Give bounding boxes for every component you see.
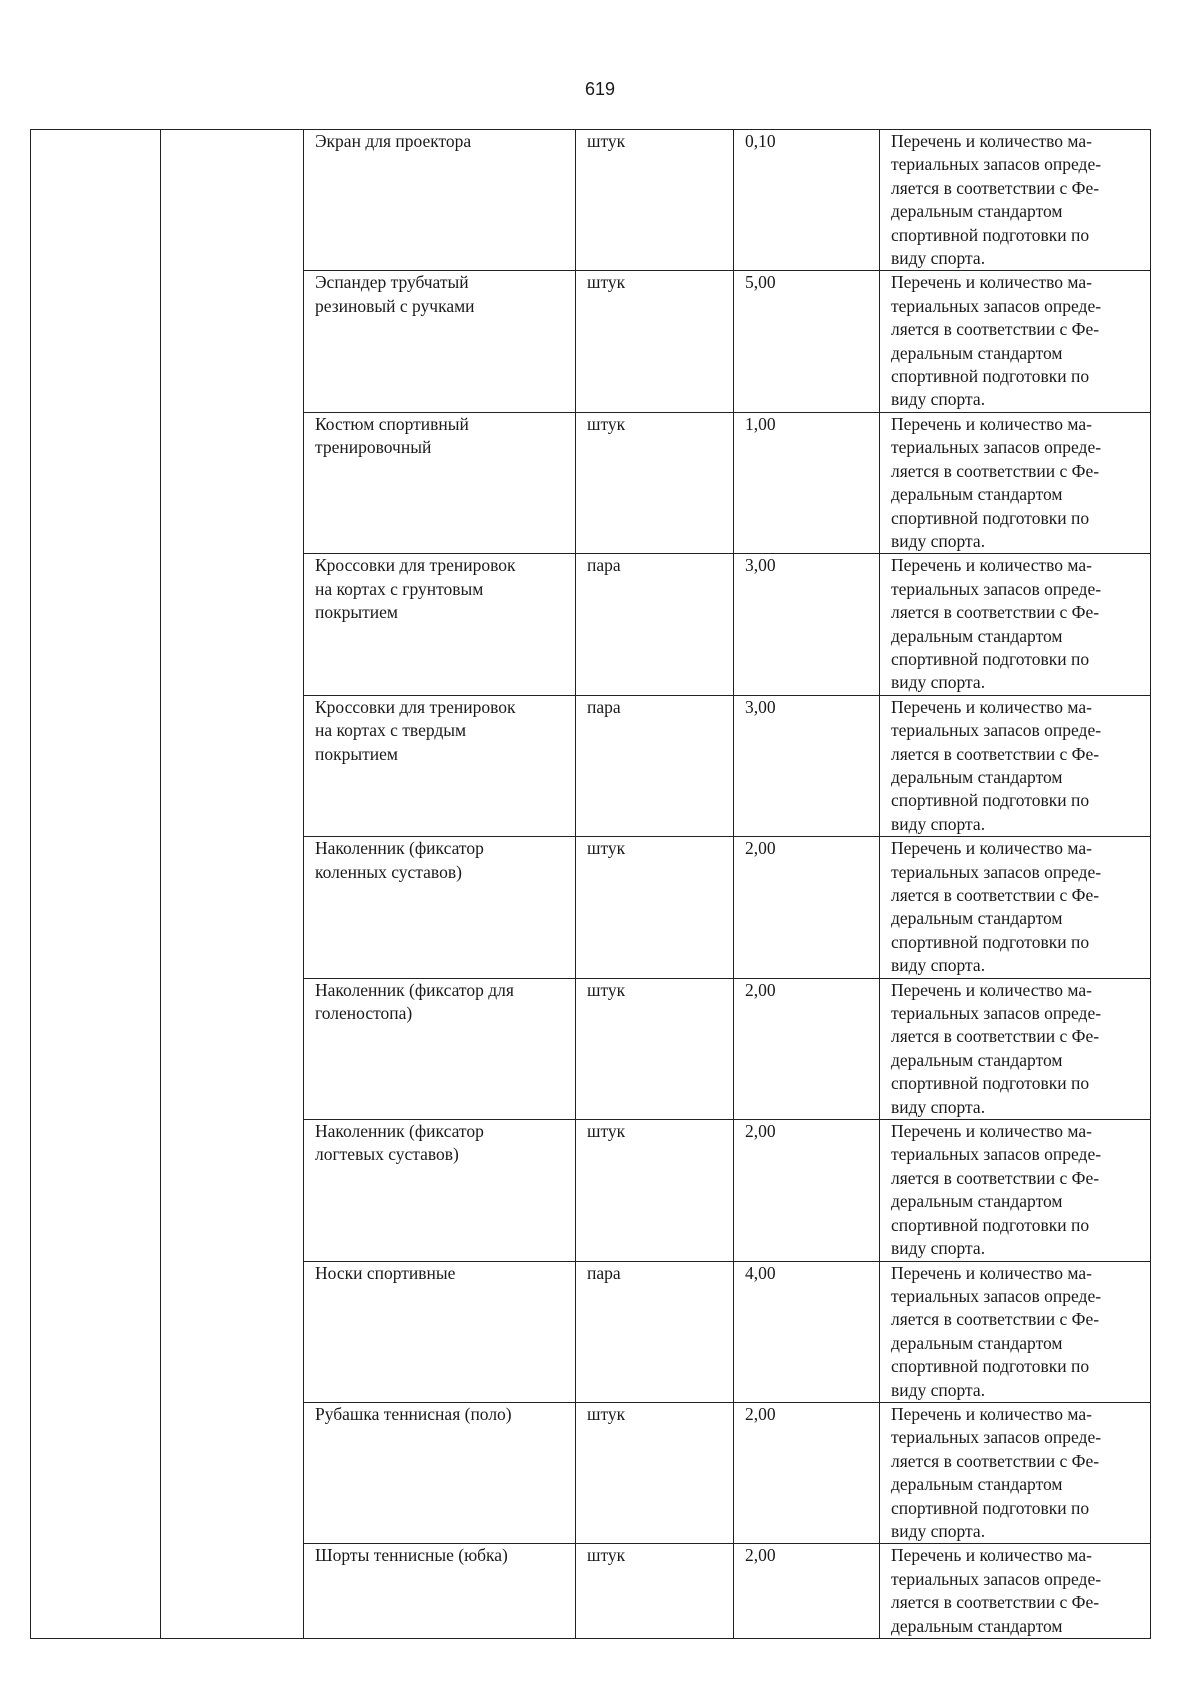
item-name-line: Экран для проектора: [315, 131, 472, 151]
note-line: териальных запасов опреде-: [891, 1144, 1102, 1165]
note-line: териальных запасов опреде-: [891, 578, 1102, 599]
item-name-cell: [304, 978, 576, 1119]
item-name-line: Шорты теннисные (юбка): [315, 1545, 508, 1566]
note-line: ляется в соответствии с Фе-: [891, 1026, 1100, 1047]
note-line: Перечень и количество ма-: [891, 413, 1092, 434]
table-row: [31, 130, 1151, 271]
note-cell: [880, 1261, 1151, 1402]
note-line: ляется в соответствии с Фе-: [891, 1450, 1100, 1471]
item-name-line: Рубашка теннисная (поло): [315, 1403, 512, 1424]
note-cell: [880, 978, 1151, 1119]
note-line: виду спорта.: [891, 530, 986, 551]
item-name-line: коленных суставов): [315, 861, 462, 882]
note-line: виду спорта.: [891, 1238, 986, 1259]
note-line: ляется в соответствии с Фе-: [891, 602, 1100, 623]
quantity-cell: 0,10: [734, 130, 880, 271]
item-name-line: резиновый с ручками: [315, 295, 475, 316]
item-name-cell: [304, 1544, 576, 1639]
note-cell: [880, 271, 1151, 412]
item-name-cell: [304, 695, 576, 836]
item-name-line: тренировочный: [315, 437, 432, 458]
item-name-line: Наколенник (фиксатор: [315, 1121, 484, 1142]
note-line: деральным стандартом: [891, 1191, 1063, 1212]
note-line: Перечень и количество ма-: [891, 979, 1092, 1000]
note-cell: [880, 130, 1151, 271]
quantity-cell: 2,00: [734, 1544, 880, 1639]
item-name-cell: [304, 1120, 576, 1261]
note-line: виду спорта.: [891, 1379, 986, 1400]
note-line: Перечень и количество ма-: [891, 838, 1092, 859]
item-name-cell: [304, 130, 576, 271]
item-name-line: Костюм спортивный: [315, 413, 469, 434]
note-line: спортивной подготовки по: [891, 648, 1090, 669]
note-line: ляется в соответствии с Фе-: [891, 319, 1100, 340]
item-name-line: Наколенник (фиксатор для: [315, 979, 514, 1000]
item-name-line: Носки спортивные: [315, 1262, 456, 1283]
unit-cell: пара: [576, 695, 734, 836]
note-line: виду спорта.: [891, 955, 986, 976]
note-line: териальных запасов опреде-: [891, 437, 1102, 458]
item-name-line: на кортах с твердым: [315, 720, 467, 741]
unit-cell: штук: [576, 271, 734, 412]
note-line: ляется в соответствии с Фе-: [891, 177, 1100, 198]
note-cell: [880, 837, 1151, 978]
note-line: спортивной подготовки по: [891, 931, 1090, 952]
item-name-cell: [304, 1261, 576, 1402]
note-line: териальных запасов опреде-: [891, 1568, 1102, 1589]
item-name-line: покрытием: [315, 602, 398, 623]
note-line: териальных запасов опреде-: [891, 861, 1102, 882]
table-body: [31, 130, 1151, 1639]
item-name-cell: [304, 412, 576, 553]
note-line: териальных запасов опреде-: [891, 1285, 1102, 1306]
quantity-cell: 3,00: [734, 695, 880, 836]
unit-cell: штук: [576, 1402, 734, 1543]
unit-cell: штук: [576, 412, 734, 553]
note-line: териальных запасов опреде-: [891, 1427, 1102, 1448]
note-line: Перечень и количество ма-: [891, 1262, 1092, 1283]
note-line: виду спорта.: [891, 389, 986, 410]
note-line: виду спорта.: [891, 248, 986, 269]
equipment-table: [30, 129, 1151, 1639]
note-line: Перечень и количество ма-: [891, 272, 1092, 293]
note-line: ляется в соответствии с Фе-: [891, 1167, 1100, 1188]
note-line: деральным стандартом: [891, 1474, 1063, 1495]
note-line: деральным стандартом: [891, 908, 1063, 929]
page-number: 619: [584, 79, 616, 99]
item-name-line: голеностопа): [315, 1003, 413, 1024]
note-line: виду спорта.: [891, 813, 986, 834]
note-line: деральным стандартом: [891, 625, 1063, 646]
merged-cell-col-2: [161, 130, 304, 1639]
note-line: деральным стандартом: [891, 201, 1063, 222]
note-line: деральным стандартом: [891, 1615, 1063, 1636]
quantity-cell: 2,00: [734, 837, 880, 978]
note-cell: [880, 412, 1151, 553]
note-line: спортивной подготовки по: [891, 790, 1090, 811]
item-name-cell: [304, 1402, 576, 1543]
note-line: виду спорта.: [891, 672, 986, 693]
note-line: деральным стандартом: [891, 342, 1063, 363]
note-cell: [880, 1544, 1151, 1639]
item-name-line: на кортах с грунтовым: [315, 578, 484, 599]
note-line: ляется в соответствии с Фе-: [891, 743, 1100, 764]
note-line: териальных запасов опреде-: [891, 154, 1102, 175]
note-line: деральным стандартом: [891, 766, 1063, 787]
item-name-line: Кроссовки для тренировок: [315, 696, 516, 717]
note-line: спортивной подготовки по: [891, 1356, 1090, 1377]
quantity-cell: 2,00: [734, 978, 880, 1119]
note-line: спортивной подготовки по: [891, 1214, 1090, 1235]
note-line: ляется в соответствии с Фе-: [891, 1309, 1100, 1330]
item-name-cell: [304, 837, 576, 978]
note-line: Перечень и количество ма-: [891, 131, 1092, 151]
note-line: Перечень и количество ма-: [891, 555, 1092, 576]
note-line: спортивной подготовки по: [891, 366, 1090, 387]
quantity-cell: 3,00: [734, 554, 880, 695]
note-line: деральным стандартом: [891, 484, 1063, 505]
unit-cell: штук: [576, 1120, 734, 1261]
note-line: териальных запасов опреде-: [891, 1003, 1102, 1024]
item-name-line: Наколенник (фиксатор: [315, 838, 484, 859]
note-line: Перечень и количество ма-: [891, 1545, 1092, 1566]
item-name-line: покрытием: [315, 743, 398, 764]
note-line: спортивной подготовки по: [891, 507, 1090, 528]
note-line: спортивной подготовки по: [891, 1073, 1090, 1094]
unit-cell: штук: [576, 978, 734, 1119]
unit-cell: штук: [576, 837, 734, 978]
unit-cell: штук: [576, 1544, 734, 1639]
note-line: ляется в соответствии с Фе-: [891, 885, 1100, 905]
quantity-cell: 4,00: [734, 1261, 880, 1402]
quantity-cell: 2,00: [734, 1402, 880, 1543]
note-line: спортивной подготовки по: [891, 224, 1090, 245]
note-line: Перечень и количество ма-: [891, 1121, 1092, 1142]
unit-cell: пара: [576, 1261, 734, 1402]
note-line: спортивной подготовки по: [891, 1497, 1090, 1518]
note-cell: [880, 695, 1151, 836]
item-name-line: логтевых суставов): [315, 1144, 459, 1165]
quantity-cell: 1,00: [734, 412, 880, 553]
merged-cell-col-1: [31, 130, 161, 1639]
note-line: виду спорта.: [891, 1520, 986, 1541]
item-name-line: Кроссовки для тренировок: [315, 555, 516, 576]
item-name-line: Эспандер трубчатый: [315, 272, 469, 293]
note-line: Перечень и количество ма-: [891, 1403, 1092, 1424]
note-line: деральным стандартом: [891, 1049, 1063, 1070]
note-cell: [880, 1120, 1151, 1261]
note-cell: [880, 554, 1151, 695]
note-line: ляется в соответствии с Фе-: [891, 1592, 1100, 1613]
item-name-cell: [304, 271, 576, 412]
note-line: Перечень и количество ма-: [891, 696, 1092, 717]
note-line: деральным стандартом: [891, 1332, 1063, 1353]
note-line: териальных запасов опреде-: [891, 720, 1102, 741]
unit-cell: пара: [576, 554, 734, 695]
note-line: виду спорта.: [891, 1096, 986, 1117]
note-line: териальных запасов опреде-: [891, 295, 1102, 316]
note-line: ляется в соответствии с Фе-: [891, 460, 1100, 481]
quantity-cell: 5,00: [734, 271, 880, 412]
quantity-cell: 2,00: [734, 1120, 880, 1261]
note-cell: [880, 1402, 1151, 1543]
item-name-cell: [304, 554, 576, 695]
unit-cell: штук: [576, 130, 734, 271]
